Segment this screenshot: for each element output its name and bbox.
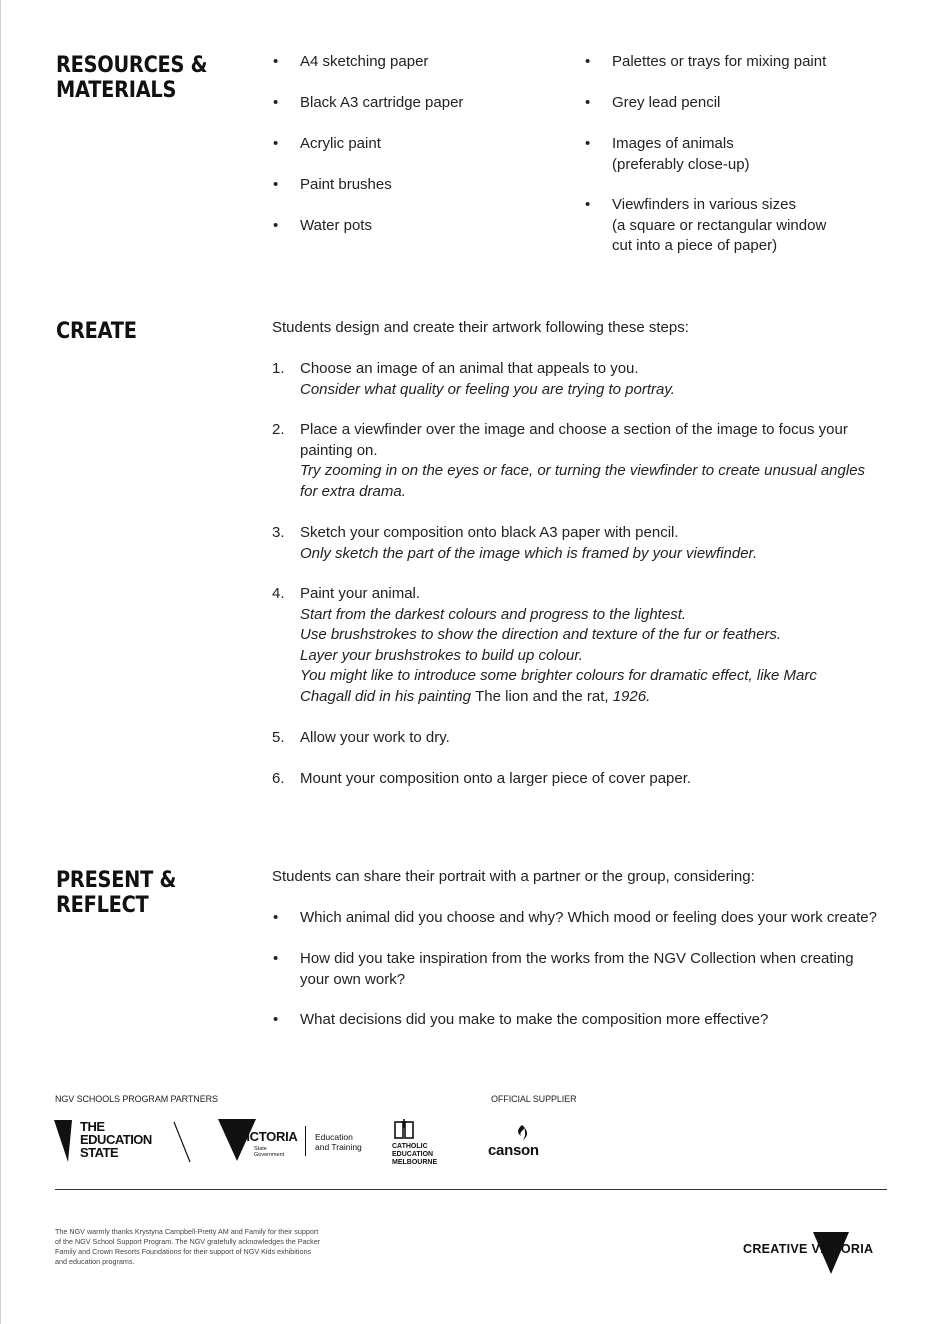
creative-victoria-logo — [743, 1230, 891, 1276]
step-text: Mount your composition onto a larger piece of cover paper. — [300, 770, 692, 787]
resource-item: • Viewfinders in various sizes (a square or rectangular window cut into a piece of paper) — [612, 195, 826, 257]
resource-item: • A4 sketching paper — [300, 52, 428, 73]
resource-item: • Acrylic paint — [300, 134, 381, 155]
reflect-item: • What decisions did you make to make the composition more effective? — [300, 1010, 880, 1031]
step-text: Choose an image of an animal that appeals to you. — [300, 360, 639, 377]
victoria-sub: State Government — [254, 1146, 285, 1158]
resource-item: • Images of animals (preferably close-up) — [612, 134, 750, 175]
step-number: 6. — [272, 770, 285, 787]
artwork-title: The lion and the rat, — [475, 687, 609, 705]
step-note: Only sketch the part of the image which is framed by your viewfinder. — [300, 544, 758, 562]
artwork-year: 1926. — [608, 687, 651, 705]
step-number: 5. — [272, 729, 285, 746]
step-number: 4. — [272, 585, 285, 602]
step-note: You might like to introduce some brighter colours for dramatic effect, like Marc — [300, 667, 817, 684]
resources-heading: RESOURCES & MATERIALS — [56, 53, 208, 103]
resource-item: • Paint brushes — [300, 175, 392, 196]
victoria-wordmark: VICTORIA — [238, 1129, 298, 1144]
footer-divider — [55, 1189, 887, 1190]
creative-victoria-wordmark: CREATIVE VICTORIA — [743, 1242, 874, 1256]
resource-item: • Water pots — [300, 216, 372, 237]
partners-label: NGV SCHOOLS PROGRAM PARTNERS — [55, 1094, 218, 1104]
step-note: Chagall did in his painting — [300, 687, 476, 705]
canson-logo — [488, 1124, 562, 1162]
create-intro: Students design and create their artwork following these steps: — [272, 319, 689, 336]
resource-item: • Black A3 cartridge paper — [300, 93, 463, 114]
step-4 — [300, 584, 880, 707]
resource-item: • Palettes or trays for mixing paint — [612, 52, 826, 73]
canson-flame-icon — [512, 1124, 532, 1142]
step-note-last — [300, 687, 880, 708]
step-note: Try zooming in on the eyes or face, or turning the viewfinder to create unusual angles for extra drama. — [300, 462, 866, 500]
step-5 — [300, 728, 880, 749]
victoria-government-logo — [218, 1119, 378, 1165]
step-note: Consider what quality or feeling you are trying to portray. — [300, 380, 675, 398]
logo-divider — [305, 1126, 306, 1156]
catholic-education-text: CATHOLIC EDUCATION MELBOURNE — [392, 1143, 438, 1166]
step-text: Allow your work to dry. — [300, 729, 450, 746]
step-text: Sketch your composition onto black A3 paper with pencil. — [300, 524, 679, 541]
present-heading: PRESENT & REFLECT — [56, 868, 177, 918]
victoria-dept: Education and Training — [315, 1132, 362, 1152]
present-intro: Students can share their portrait with a partner or the group, considering: — [272, 868, 755, 885]
step-text: Paint your animal. — [300, 585, 421, 602]
book-cross-icon — [392, 1118, 416, 1140]
step-note: Layer your brushstrokes to build up colour. — [300, 646, 583, 664]
step-6 — [300, 769, 880, 790]
step-3 — [300, 523, 880, 564]
step-text: Place a viewfinder over the image and choose a section of the image to focus your painting on. — [300, 421, 848, 459]
step-number: 3. — [272, 524, 285, 541]
reflect-item: • How did you take inspiration from the works from the NGV Collection when creating your own work? — [300, 949, 880, 990]
education-state-text: THE EDUCATION STATE — [80, 1119, 152, 1160]
resource-item: • Grey lead pencil — [612, 93, 720, 114]
acknowledgement-text: The NGV warmly thanks Krystyna Campbell-Pretty AM and Family for their support of the NGV School Support Program. The NGV gratefully acknowledges the Packer Family and Crown Resorts Foundations for their support of NGV Kids exhibitions and education programs. — [55, 1227, 321, 1266]
step-note: Start from the darkest colours and progress to the lightest. — [300, 605, 687, 623]
step-number: 1. — [272, 360, 285, 377]
canson-wordmark: canson — [488, 1142, 539, 1159]
page-left-border — [0, 0, 1, 1324]
create-heading: CREATE — [56, 319, 137, 344]
step-note: Use brushstrokes to show the direction and texture of the fur or feathers. — [300, 626, 782, 643]
supplier-label: OFFICIAL SUPPLIER — [491, 1094, 577, 1104]
step-1 — [300, 359, 880, 400]
reflect-item: • Which animal did you choose and why? Which mood or feeling does your work create? — [300, 908, 880, 929]
step-number: 2. — [272, 421, 285, 438]
catholic-education-logo — [390, 1118, 454, 1168]
education-state-logo — [54, 1118, 194, 1166]
step-2 — [300, 420, 880, 502]
